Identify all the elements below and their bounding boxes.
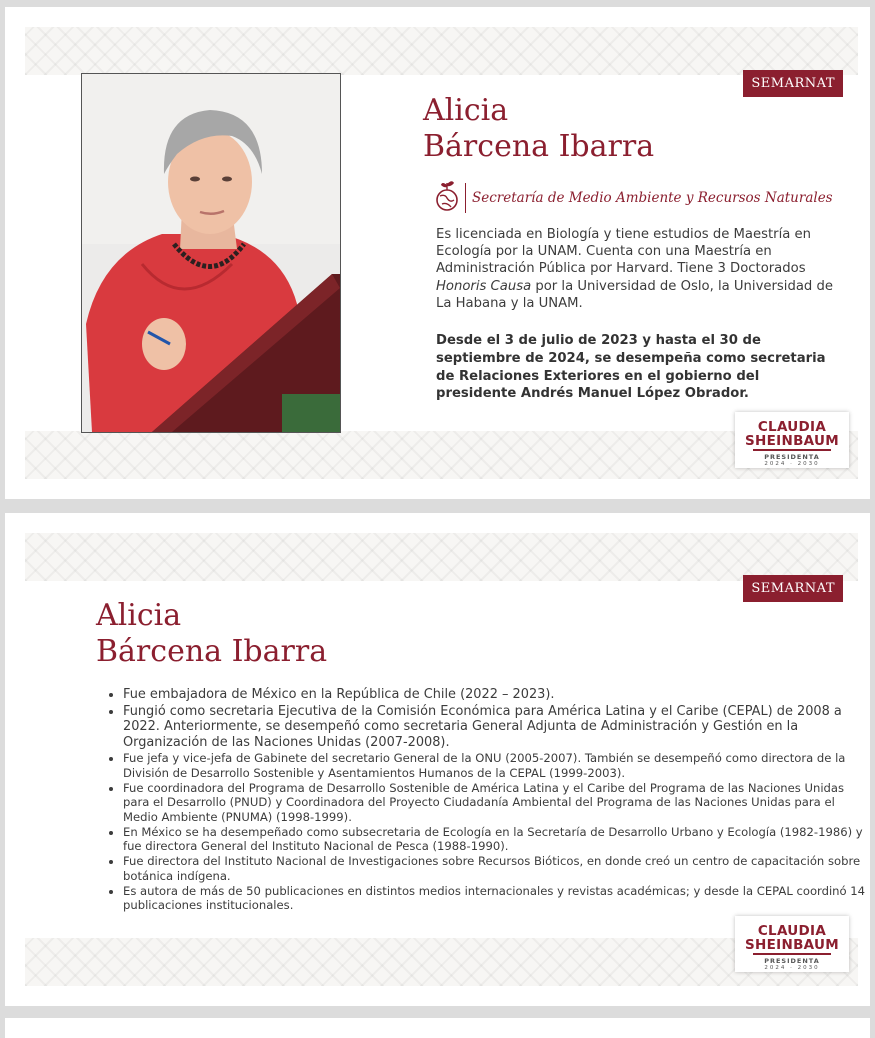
title-line-1: Alicia: [96, 598, 182, 633]
decorative-pattern-top: [25, 533, 858, 581]
bio-highlight: Desde el 3 de julio de 2023 y hasta el 30 de septiembre de 2024, se desempeña como secretaria de Relaciones Exteriores en el gobierno del presidente Andrés Manuel López Obrador.: [436, 333, 826, 402]
logo-line-3: PRESIDENTA: [764, 453, 820, 461]
bio-text-1: Es licenciada en Biología y tiene estudios de Maestría en Ecología por la UNAM. Cuenta con una Maestría en Administración Pública por Harvard. Tiene 3 Doctorados: [436, 227, 811, 277]
page-title: [96, 598, 327, 670]
list-item: • Fue embajadora de México en la República de Chile (2022 – 2023).: [123, 687, 868, 703]
logo-bar: [753, 449, 831, 451]
logo-bar: [753, 953, 831, 955]
subtitle-divider: [465, 183, 466, 213]
logo-line-1: CLAUDIA: [757, 419, 827, 435]
bio-text-2: por la Universidad de Oslo, la Universidad de La Habana y la UNAM.: [436, 278, 833, 311]
campaign-logo: [735, 916, 849, 972]
logo-line-4: 2024 · 2030: [764, 461, 820, 467]
ministry-name: Secretaría de Medio Ambiente y Recursos Naturales: [472, 190, 833, 206]
semarnat-badge: SEMARNAT: [743, 70, 843, 97]
list-item: • Fue coordinadora del Programa de Desarrollo Sostenible de América Latina y el Caribe del Programa de las Naciones Unidas para el Desarrollo (PNUD) y Coordinadora del Proyecto Ciudadanía Ambiental del Programa de las Naciones Unidas para el Medio Ambiente (PNUMA) (1998-1999).: [123, 781, 868, 824]
list-item: • Fue jefa y vice-jefa de Gabinete del secretario General de la ONU (2005-2007). También se desempeñó como directora de la División de Desarrollo Sostenible y Asentamientos Humanos de la CEPAL (1999-2003).: [123, 751, 868, 780]
semarnat-badge: SEMARNAT: [743, 575, 843, 602]
list-item: • Fungió como secretaria Ejecutiva de la Comisión Económica para América Latina y el Caribe (CEPAL) de 2008 a 2022. Anteriormente, se desempeñó como secretaria General Adjunta de Administración y Gestión en la Organización de las Naciones Unidas (2007-2008).: [123, 704, 868, 751]
ministry-subtitle: [435, 179, 833, 217]
bio-italic: Honoris Causa: [436, 278, 532, 294]
decorative-pattern-bottom: [25, 431, 858, 479]
next-card-edge: [5, 1018, 870, 1038]
list-item: • Fue directora del Instituto Nacional de Investigaciones sobre Recursos Bióticos, en donde creó un centro de capacitación sobre botánica indígena.: [123, 854, 868, 883]
list-item: • En México se ha desempeñado como subsecretaria de Ecología en la Secretaría de Desarrollo Urbano y Ecología (1982-1986) y fue directora General del Instituto Nacional de Pesca (1988-1990).: [123, 825, 868, 854]
title-line-1: Alicia: [423, 93, 509, 128]
title-line-2: Bárcena Ibarra: [423, 129, 655, 164]
list-item: • Es autora de más de 50 publicaciones en distintos medios internacionales y revistas académicas; y desde la CEPAL coordinó 14 publicaciones institucionales.: [123, 884, 868, 913]
logo-line-2: SHEINBAUM: [745, 433, 839, 449]
logo-line-2: SHEINBAUM: [745, 937, 839, 953]
profile-card-1: [5, 7, 870, 499]
page-title: [423, 93, 654, 165]
career-list: [97, 687, 868, 914]
logo-line-4: 2024 · 2030: [764, 965, 820, 971]
title-line-2: Bárcena Ibarra: [96, 634, 328, 669]
campaign-logo: [735, 412, 849, 468]
bio-paragraph: [436, 226, 841, 312]
decorative-pattern-bottom: [25, 938, 858, 986]
decorative-pattern-top: [25, 27, 858, 75]
profile-card-2: [5, 513, 870, 1006]
portrait-photo: [81, 73, 341, 433]
logo-line-1: CLAUDIA: [757, 923, 827, 939]
logo-line-3: PRESIDENTA: [764, 957, 820, 965]
globe-plant-icon: [435, 179, 459, 217]
